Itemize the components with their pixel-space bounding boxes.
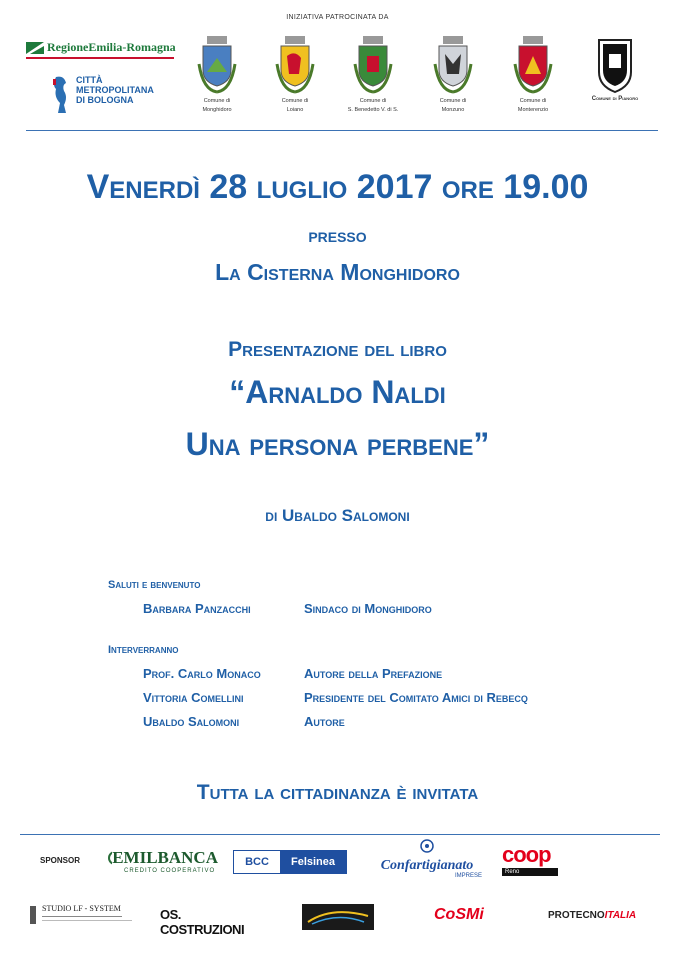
crest-loiano (260, 34, 330, 114)
pianoro-crest-icon (595, 38, 635, 94)
os-costruzioni-logo (160, 907, 264, 937)
patronage-label: INIZIATIVA PATROCINATA DA (286, 14, 389, 21)
regione-name: RegioneEmilia-Romagna (47, 40, 176, 54)
confartigianato-mark-icon (419, 838, 435, 854)
coop-sub: Reno (502, 868, 558, 876)
os-name: OS. COSTRUZIONI (160, 907, 245, 937)
speaker-name: Ubaldo Salomoni (143, 714, 240, 729)
saluti-name: Barbara Panzacchi (143, 601, 251, 616)
crest-caption-1b: Monghidoro (202, 107, 232, 113)
protecno-logo (548, 910, 636, 921)
crest-caption-3b: S. Benedetto V. di S. (347, 107, 399, 113)
cosmi-name: CoSMi (434, 906, 484, 923)
crest-caption-4a: Comune di (439, 98, 467, 104)
monghidoro-crest-icon (197, 34, 237, 96)
pianoro-caption: Comune di Pianoro (591, 96, 639, 102)
speaker-role: Presidente del Comitato Amici di Rebecq (304, 690, 528, 705)
crest-monghidoro (182, 34, 252, 114)
crest-caption-2b: Loiano (286, 107, 304, 113)
energy-swirl-icon (302, 904, 374, 930)
footer-divider (20, 834, 660, 835)
speaker-role: Autore della Prefazione (304, 666, 443, 681)
monterenzio-crest-icon (513, 34, 553, 96)
citta-metropolitana-logo (50, 75, 170, 115)
crest-monterenzio (498, 34, 568, 114)
speaker-role: Autore (304, 714, 345, 729)
book-title-line1: “Arnaldo Naldi (229, 374, 446, 410)
emilbanca-sub: CREDITO COOPERATIVO (124, 868, 216, 874)
invitation-text: Tutta la cittadinanza è invitata (196, 781, 479, 804)
citta-line3: DI BOLOGNA (76, 95, 134, 105)
studio-name: STUDIO LF - SYSTEM (42, 904, 121, 913)
regione-logo (26, 40, 176, 59)
confartigianato-name: Confartigianato (380, 858, 474, 873)
saluti-role: Sindaco di Monghidoro (304, 601, 432, 616)
crest-caption-5a: Comune di (519, 98, 547, 104)
felsinea-label: Felsinea (280, 851, 346, 873)
book-title-line2: Una persona perbene” (185, 426, 490, 462)
saluti-heading: Saluti e benvenuto (108, 579, 201, 591)
crest-caption-4b: Monzuno (441, 107, 465, 113)
crest-caption-3a: Comune di (359, 98, 387, 104)
protecno-name: PROTECNO (548, 910, 605, 921)
interventi-heading: Interverranno (108, 644, 179, 656)
bcc-label: BCC (234, 851, 280, 873)
crest-caption-2a: Comune di (281, 98, 309, 104)
bcc-felsinea-logo (233, 850, 347, 874)
citta-line1: CITTÀ (76, 75, 103, 85)
event-presentation: Presentazione del libro (228, 338, 447, 361)
crest-pianoro (580, 38, 650, 103)
event-date: Venerdì 28 luglio 2017 ore 19.00 (86, 168, 589, 206)
citta-line2: METROPOLITANA (76, 85, 154, 95)
emilbanca-name: EMILBANCA (112, 848, 218, 867)
studio-mark-icon (28, 904, 38, 926)
crest-monzuno (418, 34, 488, 114)
confartigianato-logo (372, 838, 482, 879)
monzuno-crest-icon (433, 34, 473, 96)
sponsor-label: SPONSOR (40, 856, 81, 865)
loiano-crest-icon (275, 34, 315, 96)
studio-lf-logo (28, 904, 140, 926)
coop-logo (502, 844, 558, 876)
speaker-name: Vittoria Comellini (143, 690, 244, 705)
protecno-italia: ITALIA (604, 910, 637, 921)
event-presso: presso (308, 225, 367, 247)
coop-name: coop (502, 842, 551, 867)
book-author: di Ubaldo Salomoni (265, 506, 410, 525)
header-divider (26, 130, 658, 131)
emilbanca-logo (108, 848, 218, 874)
lion-icon (50, 75, 72, 115)
speaker-name: Prof. Carlo Monaco (143, 666, 261, 681)
crest-caption-5b: Monterenzio (517, 107, 549, 113)
event-venue: La Cisterna Monghidoro (215, 259, 460, 285)
energy-sponsor-logo (302, 904, 374, 930)
crest-caption-1a: Comune di (203, 98, 231, 104)
crest-san-benedetto (338, 34, 408, 114)
cosmi-logo (434, 906, 484, 924)
san-benedetto-crest-icon (353, 34, 393, 96)
confartigianato-sub: IMPRESE (454, 873, 482, 879)
regione-flag-icon (26, 42, 44, 54)
